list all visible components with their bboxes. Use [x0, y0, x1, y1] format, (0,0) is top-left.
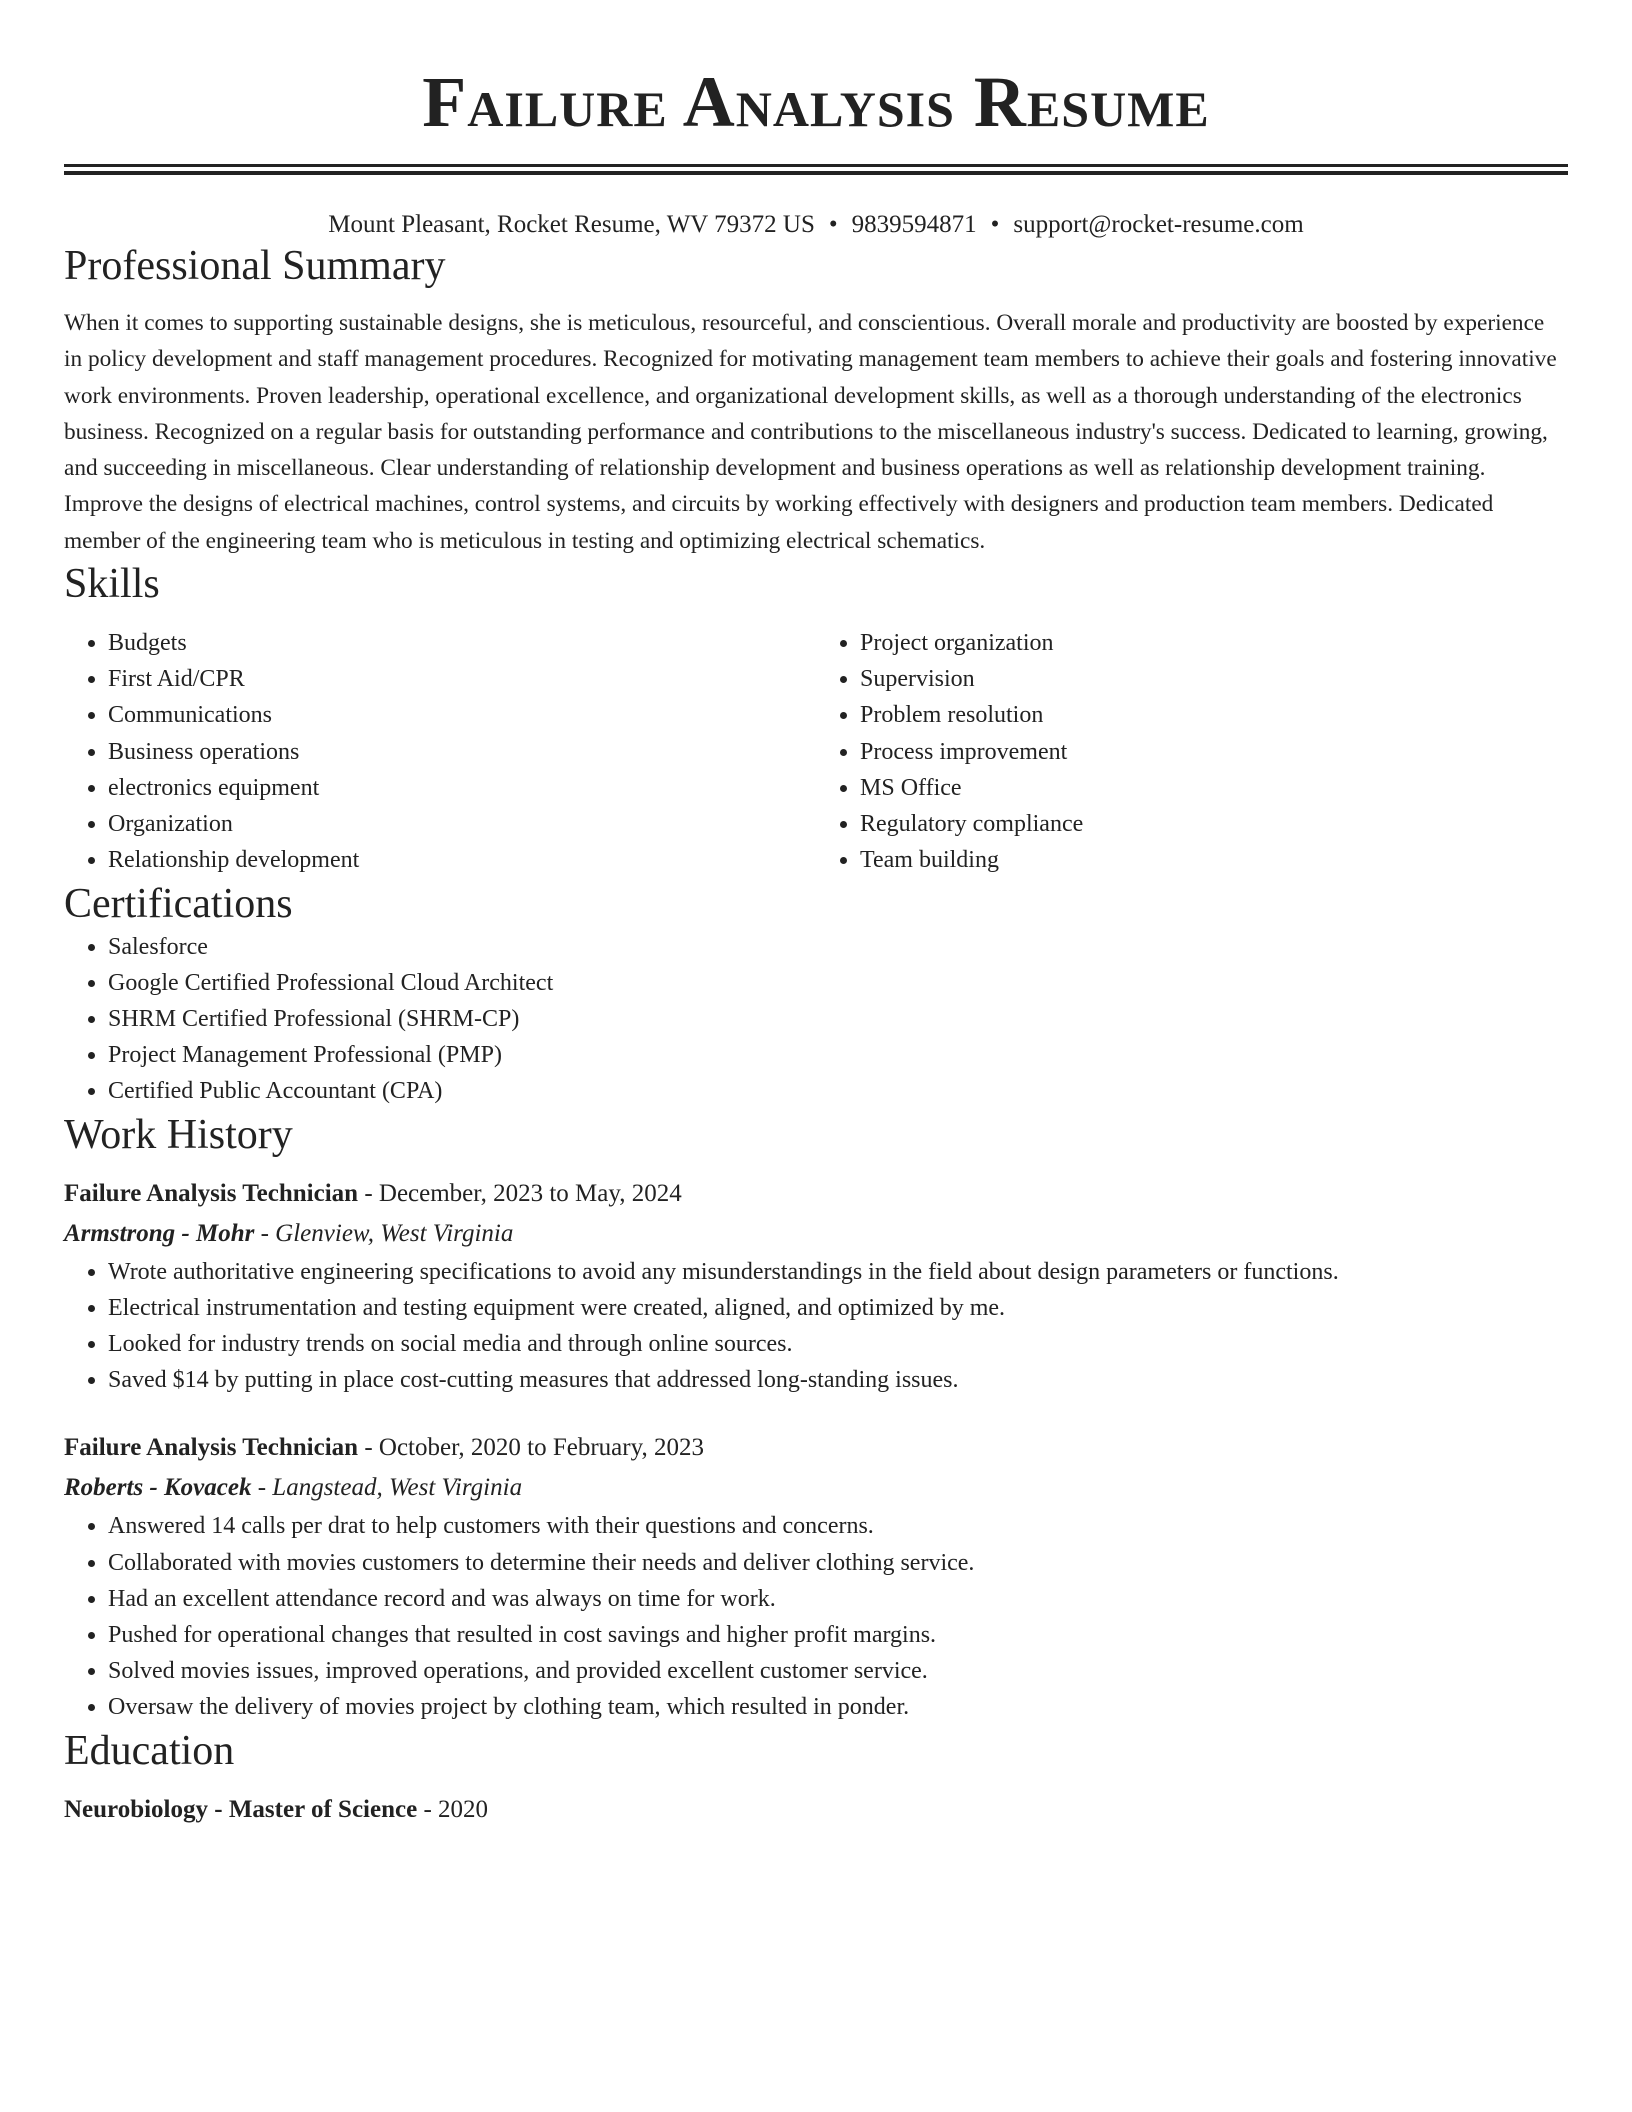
job-duty: • Looked for industry trends on social media and through online sources. [108, 1326, 1568, 1362]
resume-title: Failure Analysis Resume [422, 62, 1210, 142]
contact-line [64, 209, 1568, 241]
job-header [64, 1174, 1568, 1214]
skill-item: • Business operations [108, 734, 816, 770]
skill-item: • Team building [860, 842, 1568, 878]
skill-item: • Supervision [860, 661, 1568, 697]
education-entry [64, 1790, 1568, 1830]
job-company: Roberts - Kovacek [64, 1474, 252, 1502]
skill-item: • Budgets [108, 625, 816, 661]
skills-columns [64, 625, 1568, 878]
skill-item: • Organization [108, 806, 816, 842]
job-duties-list [64, 1254, 1568, 1399]
skill-item: • Relationship development [108, 842, 816, 878]
contact-separator: • [990, 211, 1000, 238]
contact-address: Mount Pleasant, Rocket Resume, WV 79372 US [328, 211, 815, 238]
job-header [64, 1428, 1568, 1468]
certification-item: • Project Management Professional (PMP) [108, 1037, 1568, 1073]
education-year: - 2020 [417, 1795, 489, 1823]
skill-item: • Regulatory compliance [860, 806, 1568, 842]
job-entry [64, 1428, 1568, 1725]
title-divider [64, 164, 1568, 175]
summary-heading: Professional Summary [64, 243, 446, 289]
job-entry [64, 1174, 1568, 1399]
contact-phone: 9839594871 [851, 211, 977, 238]
job-location: - Langstead, West Virginia [251, 1474, 523, 1502]
job-role: Failure Analysis Technician [64, 1179, 359, 1207]
education-degree: Neurobiology - Master of Science [64, 1795, 418, 1823]
skill-item: • electronics equipment [108, 770, 816, 806]
job-duty: • Electrical instrumentation and testing equipment were created, aligned, and optimized by me. [108, 1290, 1568, 1326]
summary-text: When it comes to supporting sustainable designs, she is meticulous, resourceful, and conscientious. Overall morale and productivity are boosted by experience in policy development and staff management procedures. Recognized for motivating management team members to achieve their goals and fostering innovative work environments. Proven leadership, operational excellence, and organizational development skills, as well as a thorough understanding of the electronics business. Recognized on a regular basis for outstanding performance and contributions to the miscellaneous industry's success. Dedicated to learning, growing, and succeeding in miscellaneous. Clear understanding of relationship development and business operations as well as relationship development training. Improve the designs of electrical machines, control systems, and circuits by working effectively with designers and production team members. Dedicated member of the engineering team who is meticulous in testing and optimizing electrical schematics. [64, 310, 1557, 554]
job-duty: • Answered 14 calls per drat to help customers with their questions and concerns. [108, 1508, 1568, 1544]
certifications-heading: Certifications [64, 880, 293, 927]
job-duty: • Saved $14 by putting in place cost-cutting measures that addressed long-standing issues. [108, 1362, 1568, 1398]
work-history-heading: Work History [64, 1111, 293, 1158]
skills-heading: Skills [64, 561, 160, 608]
skill-item: • Project organization [860, 625, 1568, 661]
job-duty: • Oversaw the delivery of movies project by clothing team, which resulted in ponder. [108, 1689, 1568, 1725]
job-duty: • Pushed for operational changes that resulted in cost savings and higher profit margins. [108, 1617, 1568, 1653]
job-duty: • Solved movies issues, improved operations, and provided excellent customer service. [108, 1653, 1568, 1689]
contact-separator: • [828, 211, 838, 238]
job-company-line [64, 1468, 1568, 1508]
skill-item: • Communications [108, 697, 816, 733]
skill-item: • Problem resolution [860, 697, 1568, 733]
skill-item: • First Aid/CPR [108, 661, 816, 697]
skills-list-left [64, 625, 816, 878]
skill-item: • Process improvement [860, 734, 1568, 770]
skills-list-right [816, 625, 1568, 878]
job-role: Failure Analysis Technician [64, 1434, 359, 1462]
job-location: - Glenview, West Virginia [254, 1219, 514, 1247]
job-company-line [64, 1214, 1568, 1254]
job-dates: - December, 2023 to May, 2024 [358, 1179, 682, 1207]
job-duty: • Collaborated with movies customers to determine their needs and deliver clothing service. [108, 1545, 1568, 1581]
certification-item: • Salesforce [108, 929, 1568, 965]
certification-item: • Google Certified Professional Cloud Architect [108, 965, 1568, 1001]
job-duty: • Had an excellent attendance record and was always on time for work. [108, 1581, 1568, 1617]
job-dates: - October, 2020 to February, 2023 [358, 1434, 704, 1462]
certification-item: • SHRM Certified Professional (SHRM-CP) [108, 1001, 1568, 1037]
certifications-list [64, 929, 1568, 1110]
certification-item: • Certified Public Accountant (CPA) [108, 1073, 1568, 1109]
education-heading: Education [64, 1727, 235, 1774]
skill-item: • MS Office [860, 770, 1568, 806]
contact-email: support@rocket-resume.com [1013, 211, 1304, 238]
job-company: Armstrong - Mohr [64, 1219, 255, 1247]
job-duties-list [64, 1508, 1568, 1725]
job-duty: • Wrote authoritative engineering specifications to avoid any misunderstandings in the field about design parameters or functions. [108, 1254, 1568, 1290]
